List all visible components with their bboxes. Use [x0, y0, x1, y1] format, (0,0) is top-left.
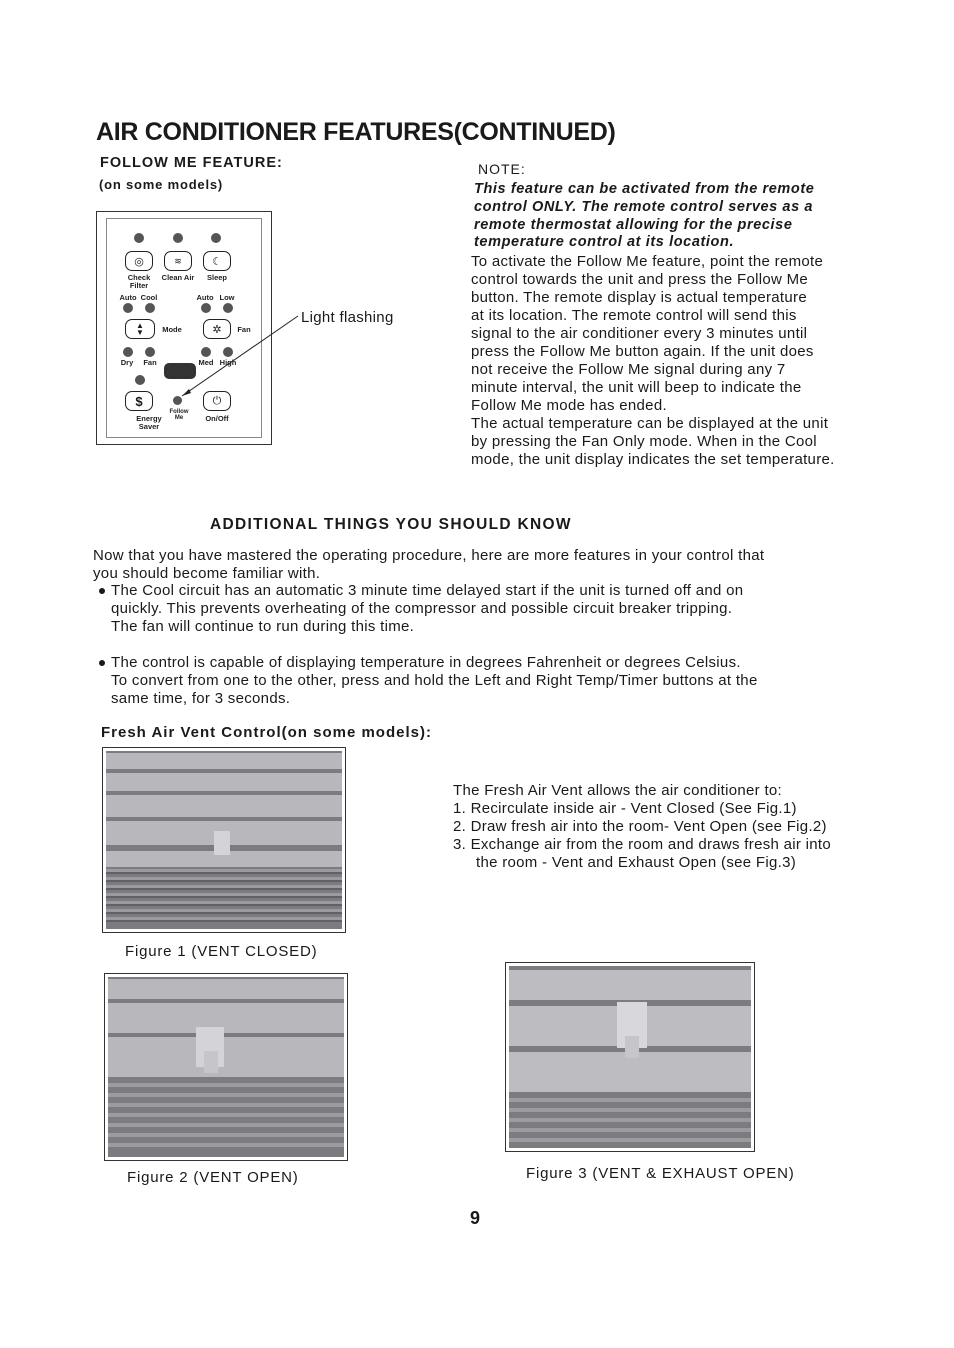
figure-3-caption: Figure 3 (VENT & EXHAUST OPEN) [526, 1165, 795, 1182]
note-body [471, 253, 891, 469]
indicator-light [145, 303, 155, 313]
bullet-line: The control is capable of displaying temperature in degrees Fahrenheit or degrees Celsius. [111, 654, 741, 671]
note-body-line: control towards the unit and press the Follow Me [471, 271, 809, 288]
follow-me-heading: FOLLOW ME FEATURE: [100, 155, 283, 171]
bullet-icon [99, 660, 105, 666]
description-line: the room - Vent and Exhaust Open (see Fig.3) [476, 854, 797, 871]
note-body-line: by pressing the Fan Only mode. When in the Cool [471, 433, 817, 450]
clean-air-button [164, 251, 192, 271]
sleep-label: Sleep [206, 273, 227, 282]
figure-3-photo [505, 962, 755, 1152]
fresh-air-heading: Fresh Air Vent Control(on some models): [101, 724, 432, 741]
indicator-light [123, 347, 133, 357]
note-body-line: mode, the unit display indicates the set temperature. [471, 451, 835, 468]
indicator-light [135, 375, 145, 385]
note-line: control ONLY. The remote control serves as a [474, 198, 814, 215]
sleep-button [203, 251, 231, 271]
vent-exhaust-open-image [509, 966, 751, 1148]
figure-2-photo [104, 973, 348, 1161]
check-filter-label: Check Filter [127, 273, 151, 290]
note-line: This feature can be activated from the remote [474, 181, 815, 197]
bullet-line: quickly. This prevents overheating of the compressor and possible circuit breaker tripping. [111, 600, 733, 617]
note-body-line: button. The remote display is actual temperature [471, 289, 807, 306]
high-label: High [219, 358, 237, 367]
indicator-light [211, 233, 221, 243]
fan-label: Fan [237, 325, 251, 334]
filter-icon: ◎ [134, 255, 144, 268]
energy-saver-label: Energy Saver [136, 414, 162, 431]
bullet-line: To convert from one to the other, press and hold the Left and Right Temp/Timer buttons at the [111, 672, 758, 689]
fan-icon: ✲ [212, 323, 222, 336]
intro-line: you should become familiar with. [93, 565, 321, 582]
bullet-line: same time, for 3 seconds. [111, 690, 291, 707]
note-italic-block [474, 181, 874, 252]
page-title: AIR CONDITIONER FEATURES(CONTINUED) [96, 118, 616, 146]
low-label: Low [219, 293, 235, 302]
energy-saver-button [125, 391, 153, 411]
indicator-light [123, 303, 133, 313]
page-number: 9 [470, 1208, 481, 1228]
check-filter-button [125, 251, 153, 271]
callout-label: Light flashing [301, 309, 394, 326]
moon-icon: ☾ [212, 255, 222, 268]
follow-me-subheading: (on some models) [99, 177, 224, 192]
dry-label: Dry [120, 358, 134, 367]
note-body-line: signal to the air conditioner every 3 minutes until [471, 325, 808, 342]
vent-open-image [108, 977, 344, 1157]
description-line: The Fresh Air Vent allows the air conditioner to: [453, 782, 783, 799]
note-body-line: press the Follow Me button again. If the unit does [471, 343, 814, 360]
bullet-item-temperature [111, 654, 758, 708]
bullet-item-delay [111, 582, 743, 636]
auto-label: Auto [119, 293, 137, 302]
intro-line: Now that you have mastered the operating procedure, here are more features in your control that [93, 547, 765, 564]
bullet-icon [99, 588, 105, 594]
callout-line [170, 310, 310, 405]
note-body-line: not receive the Follow Me signal during any 7 [471, 361, 786, 378]
up-down-arrow-icon: ▲ ▼ [136, 321, 144, 337]
figure-2-caption: Figure 2 (VENT OPEN) [127, 1169, 299, 1186]
on-off-label: On/Off [205, 414, 229, 423]
figure-1-caption: Figure 1 (VENT CLOSED) [125, 943, 318, 960]
note-body-line: minute interval, the unit will beep to indicate the [471, 379, 802, 396]
indicator-light [145, 347, 155, 357]
note-line: temperature control at its location. [474, 234, 735, 251]
note-line: remote thermostat allowing for the precise [474, 216, 793, 233]
description-line: 1. Recirculate inside air - Vent Closed (See Fig.1) [453, 800, 797, 817]
med-label: Med [198, 358, 214, 367]
vent-closed-image [106, 751, 342, 929]
follow-me-label: Follow Me [169, 409, 189, 421]
figure-1-photo [102, 747, 346, 933]
bullet-line: The fan will continue to run during this time. [111, 618, 415, 635]
clean-air-label: Clean Air [161, 273, 195, 282]
clean-air-icon: ≋ [174, 255, 182, 266]
cool-label: Cool [140, 293, 158, 302]
mode-button [125, 319, 155, 339]
note-body-line: at its location. The remote control will send this [471, 307, 797, 324]
additional-heading: ADDITIONAL THINGS YOU SHOULD KNOW [210, 516, 572, 533]
note-body-line: To activate the Follow Me feature, point the remote [471, 253, 824, 270]
note-body-line: Follow Me mode has ended. [471, 397, 667, 414]
additional-intro [93, 547, 764, 583]
indicator-light [173, 233, 183, 243]
description-line: 2. Draw fresh air into the room- Vent Open (see Fig.2) [453, 818, 827, 835]
note-body-line: The actual temperature can be displayed at the unit [471, 415, 829, 432]
fresh-air-description [453, 782, 831, 872]
bullet-line: The Cool circuit has an automatic 3 minute time delayed start if the unit is turned off and on [111, 582, 744, 599]
auto-fan-label: Auto [196, 293, 214, 302]
dollar-icon: $ [135, 393, 143, 409]
indicator-light [134, 233, 144, 243]
note-heading: NOTE: [478, 161, 526, 177]
fan-speed-label: Fan [143, 358, 157, 367]
description-line: 3. Exchange air from the room and draws fresh air into [453, 836, 832, 853]
power-icon: ⏻ [212, 394, 222, 407]
mode-label: Mode [162, 325, 182, 334]
